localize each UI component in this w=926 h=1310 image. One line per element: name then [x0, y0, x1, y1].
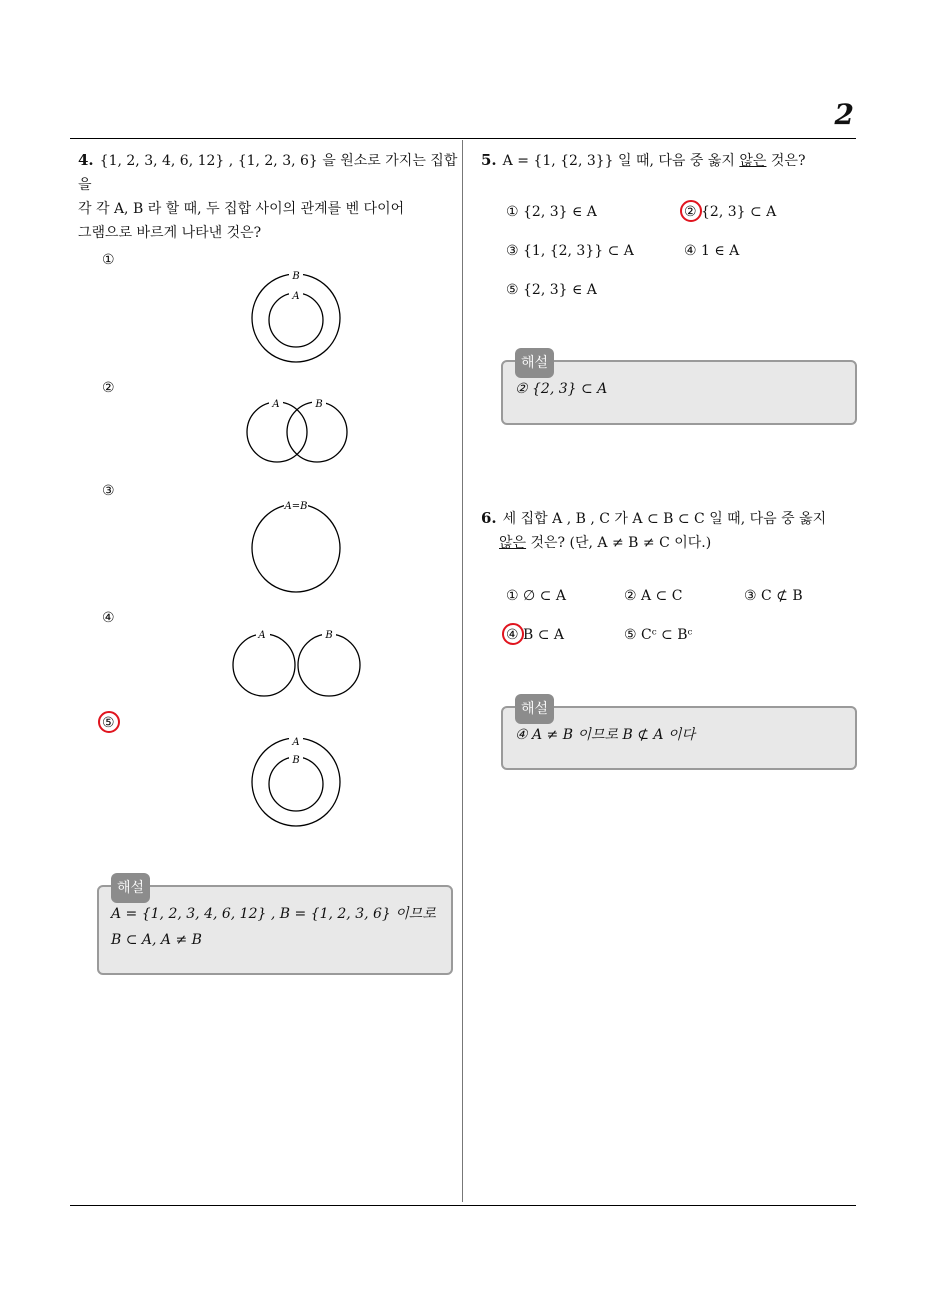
q6-option-2[interactable]: ② A ⊂ C: [624, 588, 683, 604]
question-number: 4.: [78, 151, 94, 169]
question-number: 6.: [481, 509, 497, 527]
q4-option-3-marker[interactable]: ③: [102, 483, 115, 499]
venn-label: A: [272, 399, 280, 410]
answer-circle-mark: [98, 711, 120, 733]
venn-diagram-option-5: [248, 734, 348, 830]
q5-option-2[interactable]: ② {2, 3} ⊂ A: [684, 204, 777, 220]
q5-option-1[interactable]: ① {2, 3} ∈ A: [506, 204, 597, 220]
question-text-underlined: 않은: [499, 535, 527, 551]
answer-circle-mark: [502, 623, 524, 645]
venn-label: B: [325, 630, 333, 641]
question-text: A = {1, {2, 3}} 일 때, 다음 중 옳지: [502, 153, 740, 169]
solution-line: B ⊂ A, A ≠ B: [111, 932, 202, 948]
venn-diagram-option-4: [230, 626, 364, 700]
q5-option-4[interactable]: ④ 1 ∈ A: [684, 243, 740, 259]
solution-tag: 해설: [515, 694, 554, 724]
question-text-line: 세 집합 A , B , C 가 A ⊂ B ⊂ C 일 때, 다음 중 옳지: [502, 511, 827, 527]
venn-label: B: [292, 755, 300, 766]
question-text: 것은?: [766, 153, 806, 169]
answer-circle-mark: [680, 200, 702, 222]
question-text-line: 그램으로 바르게 나타낸 것은?: [78, 225, 262, 241]
solution-tag: 해설: [515, 348, 554, 378]
q4-option-4-marker[interactable]: ④: [102, 610, 115, 626]
q5-solution-box: [501, 355, 857, 425]
venn-label: A: [292, 291, 300, 302]
question-number: 5.: [481, 151, 497, 169]
venn-diagram-option-2: [242, 396, 354, 468]
q4-option-2-marker[interactable]: ②: [102, 380, 115, 396]
q6-option-4[interactable]: ④ B ⊂ A: [506, 627, 565, 643]
header-rule: [70, 138, 856, 139]
q6-option-5[interactable]: ⑤ Cᶜ ⊂ Bᶜ: [624, 627, 693, 643]
q4-option-5-marker[interactable]: ⑤: [102, 715, 115, 731]
q5-option-3[interactable]: ③ {1, {2, 3}} ⊂ A: [506, 243, 634, 259]
q6-option-3[interactable]: ③ C ⊄ B: [744, 588, 803, 604]
venn-diagram-option-1: [248, 268, 348, 364]
venn-label: B: [315, 399, 323, 410]
solution-tag: 해설: [111, 873, 150, 903]
q6-solution-box: [501, 701, 857, 770]
question-text-line: {1, 2, 3, 4, 6, 12} , {1, 2, 3, 6} 을 원소로 가지는 집합을: [78, 153, 458, 193]
venn-label: A=B: [284, 501, 308, 512]
solution-line: A = {1, 2, 3, 4, 6, 12} , B = {1, 2, 3, 6} 이므로: [111, 906, 436, 922]
venn-diagram-option-3: [248, 498, 348, 596]
q4-solution-box: [97, 880, 453, 975]
q4-option-1-marker[interactable]: ①: [102, 252, 115, 268]
solution-line: ② {2, 3} ⊂ A: [515, 381, 608, 397]
venn-label: A: [258, 630, 266, 641]
q6-option-1[interactable]: ① ∅ ⊂ A: [506, 588, 566, 604]
venn-label: B: [292, 271, 300, 282]
solution-line: ④ A ≠ B 이므로 B ⊄ A 이다: [515, 727, 696, 743]
question-6: [481, 506, 861, 555]
question-4: [78, 148, 458, 245]
footer-rule: [70, 1205, 856, 1206]
question-5: [481, 148, 861, 173]
q5-option-5[interactable]: ⑤ {2, 3} ∈ A: [506, 282, 597, 298]
venn-label: A: [292, 737, 300, 748]
page-number: 2: [834, 98, 854, 131]
question-text-underlined: 않은: [739, 153, 767, 169]
column-divider: [462, 140, 463, 1202]
question-text-line: 각 각 A, B 라 할 때, 두 집합 사이의 관계를 벤 다이어: [78, 201, 405, 217]
question-text-line: 것은? (단, A ≠ B ≠ C 이다.): [526, 535, 712, 551]
